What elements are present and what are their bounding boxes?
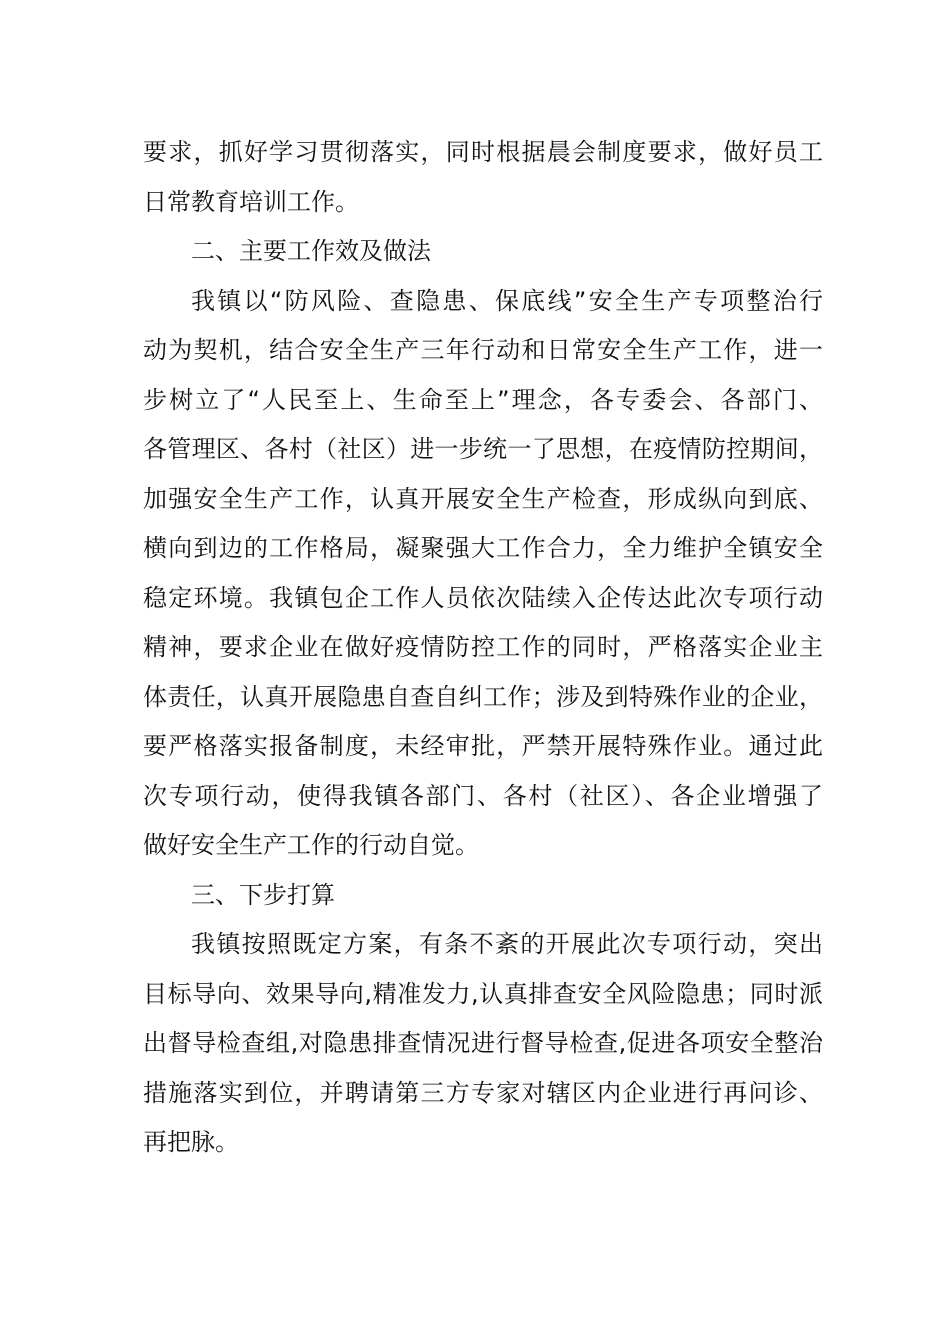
paragraph-line: 横向到边的工作格局，凝聚强大工作合力，全力维护全镇安全 [143,534,823,562]
paragraph-line: 出督导检查组,对隐患排查情况进行督导检查,促进各项安全整治 [143,1029,823,1057]
paragraph-line: 精神，要求企业在做好疫情防控工作的同时，严格落实企业主 [143,633,823,661]
paragraph-line: 再把脉。 [143,1128,239,1156]
paragraph-line: 动为契机，结合安全生产三年行动和日常安全生产工作，进一 [143,336,823,364]
section-heading: 二、主要工作效及做法 [191,237,431,265]
paragraph-line: 加强安全生产工作，认真开展安全生产检查，形成纵向到底、 [143,484,823,513]
document-body [143,128,823,1168]
paragraph-line: 日常教育培训工作。 [143,187,359,216]
paragraph-line: 要求，抓好学习贯彻落实，同时根据晨会制度要求，做好员工 [143,138,823,166]
paragraph-line: 措施落实到位，并聘请第三方专家对辖区内企业进行再问诊、 [143,1078,823,1107]
paragraph-line: 步树立了“人民至上、生命至上”理念，各专委会、各部门、 [143,385,823,414]
section-heading: 三、下步打算 [191,880,335,909]
paragraph-line: 我镇以“防风险、查隐患、保底线”安全生产专项整治行 [191,286,823,315]
paragraph-line: 体责任，认真开展隐患自查自纠工作；涉及到特殊作业的企业， [143,682,823,711]
paragraph-line: 做好安全生产工作的行动自觉。 [143,831,479,859]
paragraph-line: 我镇按照既定方案，有条不紊的开展此次专项行动，突出 [191,930,823,958]
paragraph-line: 各管理区、各村（社区）进一步统一了思想，在疫情防控期间， [143,435,823,463]
paragraph-line: 次专项行动，使得我镇各部门、各村（社区）、各企业增强了 [143,781,823,810]
paragraph-line: 目标导向、效果导向,精准发力,认真排查安全风险隐患；同时派 [143,979,823,1008]
paragraph-line: 稳定环境。我镇包企工作人员依次陆续入企传达此次专项行动 [143,583,823,612]
paragraph-line: 要严格落实报备制度，未经审批，严禁开展特殊作业。通过此 [143,732,823,760]
